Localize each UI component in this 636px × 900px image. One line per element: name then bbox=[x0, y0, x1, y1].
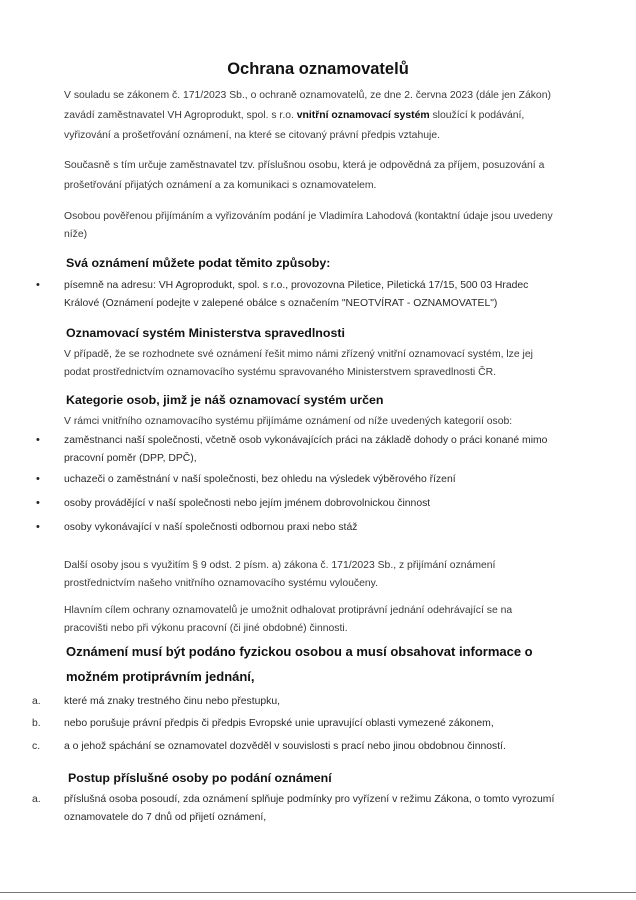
intro-line-2-pre: zavádí zaměstnavatel VH Agroprodukt, spol. s r.o. bbox=[64, 110, 297, 121]
category-item-1-line-1: zaměstnanci naší společnosti, včetně osob vykonávajících práci na základě dohody o práci konané mimo bbox=[64, 435, 548, 446]
bullet-icon: • bbox=[36, 473, 40, 485]
intro-line-2 bbox=[64, 106, 584, 126]
requirement-item-c: a o jehož spáchání se oznamovatel dozvěděl v souvislosti s prací nebo jinou obdobnou činností. bbox=[64, 741, 506, 752]
intro-line-3: vyřizování a prošetřování oznámení, na které se citovaný právní předpis vztahuje. bbox=[64, 130, 440, 141]
procedure-line-2: oznamovatele do 7 dnů od přijetí oznámení, bbox=[64, 812, 267, 823]
intro-system-name: vnitřní oznamovací systém bbox=[296, 110, 430, 121]
category-item-1-line-2: pracovní poměr (DPP, DPČ), bbox=[64, 453, 197, 464]
address-line-2: Králové (Oznámení podejte v zalepené obálce s označením "NEOTVÍRAT - OZNAMOVATEL") bbox=[64, 298, 498, 309]
category-item-3: osoby provádějící v naší společnosti nebo jejím jménem dobrovolnickou činnost bbox=[64, 498, 431, 509]
category-item-4: osoby vykonávající v naší společnosti odbornou praxi nebo stáž bbox=[64, 522, 358, 533]
para2-line-2: prošetřování přijatých oznámení a za komunikaci s oznamovatelem. bbox=[64, 180, 377, 191]
list-marker: a. bbox=[32, 794, 41, 805]
address-line-1: písemně na adresu: VH Agroprodukt, spol. s r.o., provozovna Piletice, Piletická 17/15, 500 03 Hradec bbox=[64, 280, 529, 291]
list-marker: b. bbox=[32, 718, 41, 729]
page-title: Ochrana oznamovatelů bbox=[227, 60, 409, 78]
bullet-icon: • bbox=[36, 434, 40, 446]
goal-line-2: pracovišti nebo při výkonu pracovní (či jiné obdobné) činnosti. bbox=[64, 623, 348, 634]
list-marker: c. bbox=[32, 741, 41, 752]
ministry-line-1: V případě, že se rozhodnete své oznámení řešit mimo námi zřízený vnitřní oznamovací systém, lze jej bbox=[64, 349, 533, 360]
intro-line-1: V souladu se zákonem č. 171/2023 Sb., o ochraně oznamovatelů, ze dne 2. června 2023 (dále jen Zákon) bbox=[64, 90, 551, 101]
section-procedure-heading: Postup příslušné osoby po podání oznámení bbox=[68, 771, 332, 785]
section-categories-heading: Kategorie osob, jimž je náš oznamovací systém určen bbox=[66, 393, 384, 407]
ministry-line-2: podat prostřednictvím oznamovacího systému spravovaného Ministerstvem spravedlnosti ČR. bbox=[64, 367, 496, 378]
requirement-item-a: které má znaky trestného činu nebo přestupku, bbox=[64, 696, 281, 707]
excluded-line-1: Další osoby jsou s využitím § 9 odst. 2 písm. a) zákona č. 171/2023 Sb., z přijímání oznámení bbox=[64, 560, 496, 571]
bullet-icon: • bbox=[36, 497, 40, 509]
para3-line-1: Osobou pověřenou přijímáním a vyřizováním podání je Vladimíra Lahodová (kontaktní údaje jsou uvedeny bbox=[64, 211, 553, 222]
requirement-item-b: nebo porušuje právní předpis či předpis Evropské unie upravující oblasti vymezené zákonem, bbox=[64, 718, 494, 729]
intro-line-2-post: sloužící k podávání, bbox=[429, 110, 525, 121]
section-ways-heading: Svá oznámení můžete podat těmito způsoby: bbox=[66, 256, 331, 270]
category-item-2: uchazeči o zaměstnání v naší společnosti, bez ohledu na výsledek výběrového řízení bbox=[64, 474, 456, 485]
list-marker: a. bbox=[32, 696, 41, 707]
bullet-icon: • bbox=[36, 279, 40, 291]
section-requirements-heading-line-2: možném protiprávním jednání, bbox=[66, 669, 255, 684]
excluded-line-2: prostřednictvím našeho vnitřního oznamovacího systému vyloučeny. bbox=[64, 578, 378, 589]
bullet-icon: • bbox=[36, 521, 40, 533]
para2-line-1: Současně s tím určuje zaměstnavatel tzv. příslušnou osobu, která je odpovědná za příjem, posuzování a bbox=[64, 160, 545, 171]
goal-line-1: Hlavním cílem ochrany oznamovatelů je umožnit odhalovat protiprávní jednání odehrávající se na bbox=[64, 605, 513, 616]
section-ministry-heading: Oznamovací systém Ministerstva spravedlnosti bbox=[66, 326, 345, 340]
para3-line-2: níže) bbox=[64, 229, 88, 240]
page-bottom-rule bbox=[0, 892, 636, 893]
procedure-line-1: příslušná osoba posoudí, zda oznámení splňuje podmínky pro vyřízení v režimu Zákona, o tomto vyrozumí bbox=[64, 794, 555, 805]
categories-lead: V rámci vnitřního oznamovacího systému přijímáme oznámení od níže uvedených kategorií osob: bbox=[64, 416, 513, 427]
section-requirements-heading-line-1: Oznámení musí být podáno fyzickou osobou a musí obsahovat informace o bbox=[66, 644, 533, 659]
